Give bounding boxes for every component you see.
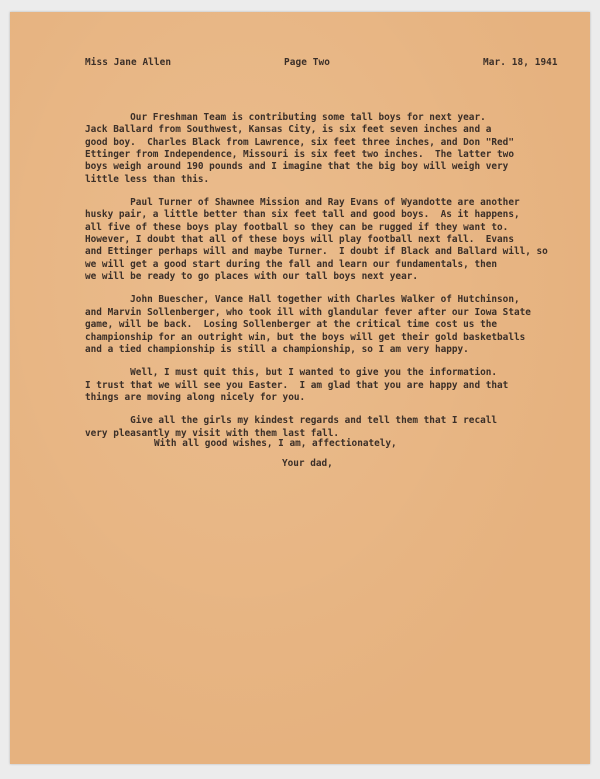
recipient-name: Miss Jane Allen	[85, 57, 172, 68]
letter-page	[10, 12, 590, 764]
paragraph-freshman-team: Our Freshman Team is contributing some tall boys for next year. Jack Ballard from Southwest, Kansas City, is six feet seven inches and a good boy. Charles Black from Lawrence, six feet three inches, and Don "Red" Ettinger from Independence, Missouri is six feet two inches. The latter two boys weigh around 190 pounds and I imagine that the big boy will weigh very little less than this.	[85, 112, 514, 185]
page-number: Page Two	[284, 57, 330, 68]
paragraph-returning-players: John Buescher, Vance Hall together with Charles Walker of Hutchinson, and Marvin Sollenberger, who took ill with glandular fever after our Iowa State game, will be back. Losing Sollenberger at the critical time cost us the championship for an outright win, but the boys will get their gold basketballs and a tied championship is still a championship, so I am very happy.	[85, 294, 531, 355]
closing-salutation: With all good wishes, I am, affectionately,	[154, 438, 397, 449]
paragraph-regards: Give all the girls my kindest regards and tell them that I recall very pleasantly my visit with them last fall.	[85, 415, 498, 439]
paragraph-football-players: Paul Turner of Shawnee Mission and Ray Evans of Wyandotte are another husky pair, a little better than six feet tall and good boys. As it happens, all five of these boys play football so they can be rugged if they want to. However, I doubt that all of these boys will play football next fall. Evans and Ettinger perhaps will and maybe Turner. I doubt if Black and Ballard will, so we will get a good start during the fall and learn our fundamentals, then we will be ready to go places with our tall boys next year.	[85, 197, 548, 283]
letter-body	[85, 112, 565, 451]
signature: Your dad,	[282, 458, 333, 469]
letter-date: Mar. 18, 1941	[483, 57, 558, 68]
paragraph-easter: Well, I must quit this, but I wanted to give you the information. I trust that we will see you Easter. I am glad that you are happy and that things are moving along nicely for you.	[85, 367, 509, 403]
